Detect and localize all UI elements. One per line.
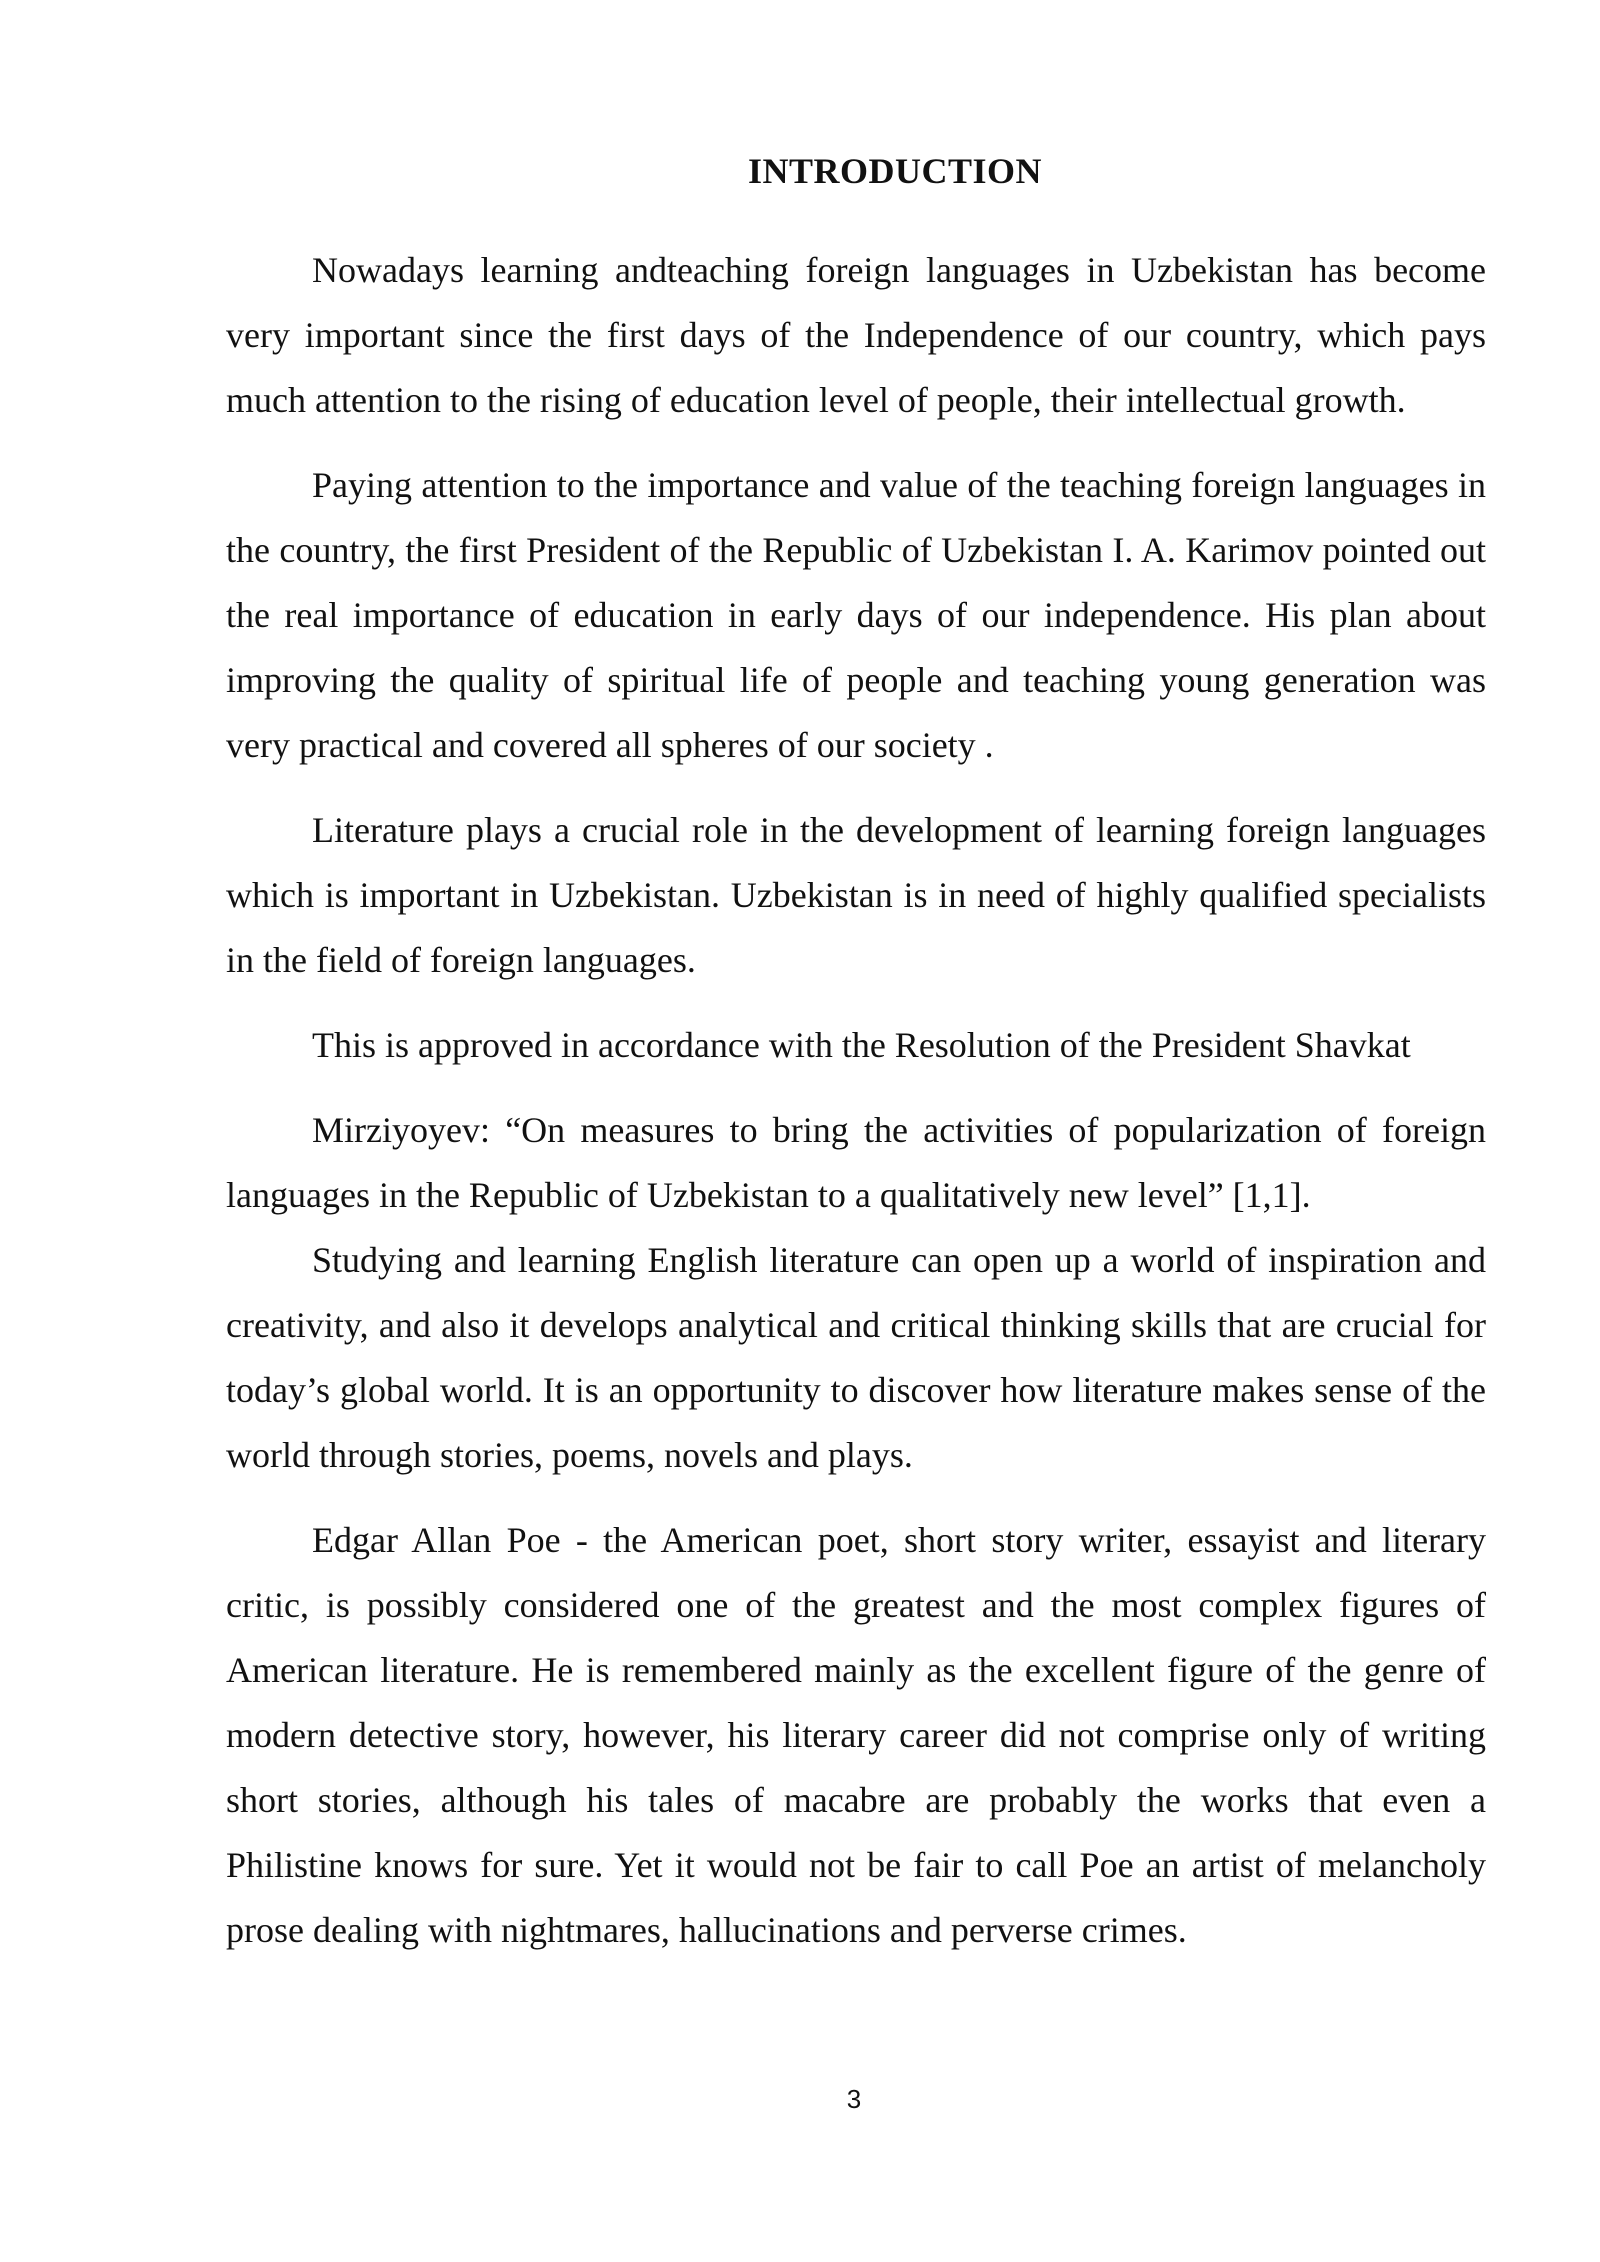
paragraph-karimov: Paying attention to the importance and value of the teaching foreign languages in the country, the first President of the Republic of Uzbekistan I. A. Karimov pointed out the real importance of education in early days of our independence. His plan about improving the quality of spiritual life of people and teaching young generation was very practical and covered all spheres of our society . (226, 465, 1486, 765)
paragraph-resolution: This is approved in accordance with the Resolution of the President Shavkat (312, 1025, 1411, 1065)
page-title: INTRODUCTION (747, 151, 1043, 191)
paragraph-edgar-allan-poe: Edgar Allan Poe - the American poet, short story writer, essayist and literary critic, is possibly considered one of the greatest and the most complex figures of American literature. He is remembered mainly as the excellent figure of the genre of modern detective story, however, his literary career did not comprise only of writing short stories, although his tales of macabre are probably the works that even a Philistine knows for sure. Yet it would not be fair to call Poe an artist of melancholy prose dealing with nightmares, hallucinations and perverse crimes. (226, 1520, 1486, 1950)
paragraph-intro-languages: Nowadays learning andteaching foreign languages in Uzbekistan has become very important since the first days of the Independence of our country, which pays much attention to the rising of education level of people, their intellectual growth. (226, 250, 1486, 420)
page-number: 3 (846, 2084, 862, 2114)
paragraph-literature-role: Literature plays a crucial role in the development of learning foreign languages which is important in Uzbekistan. Uzbekistan is in need of highly qualified specialists in the field of foreign languages. (226, 810, 1486, 980)
document-body (226, 238, 1486, 1983)
paragraph-english-literature: Studying and learning English literature can open up a world of inspiration and creativity, and also it develops analytical and critical thinking skills that are crucial for today’s global world. It is an opportunity to discover how literature makes sense of the world through stories, poems, novels and plays. (226, 1240, 1486, 1475)
paragraph-mirziyoyev: Mirziyoyev: “On measures to bring the activities of popularization of foreign languages in the Republic of Uzbekistan to a qualitatively new level” [1,1]. (226, 1110, 1486, 1215)
